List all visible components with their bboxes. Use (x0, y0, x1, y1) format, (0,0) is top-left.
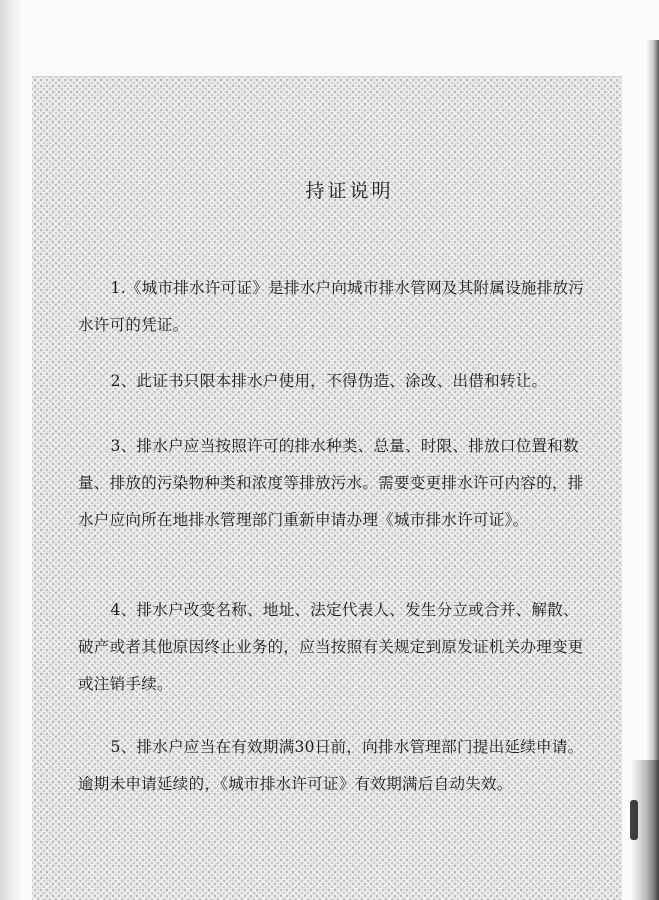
scan-smudge (630, 800, 638, 840)
paragraph-1: 1.《城市排水许可证》是排水户向城市排水管网及其附属设施排放污水许可的凭证。 (78, 279, 585, 334)
document-title: 持证说明 (305, 180, 394, 202)
paragraph-3: 3、排水户应当按照许可的排水种类、总量、时限、排放口位置和数量、排放的污染物种类和浓度等排放污水。需要变更排水许可内容的，排水户应向所在地排水管理部门重新申请办理《城市排水许可证》。 (78, 437, 584, 529)
paragraph-5: 5、排水户应当在有效期满30日前，向排水管理部门提出延续申请。逾期未申请延续的，《城市排水许可证》有效期满后自动失效。 (78, 738, 584, 793)
paragraph-4: 4、排水户改变名称、地址、法定代表人、发生分立或合并、解散、破产或者其他原因终止业务的，应当按照有关规定到原发证机关办理变更或注销手续。 (78, 601, 584, 693)
scan-left-edge (0, 0, 20, 900)
paragraph-2: 2、此证书只限本排水户使用，不得伪造、涂改、出借和转让。 (110, 372, 548, 390)
